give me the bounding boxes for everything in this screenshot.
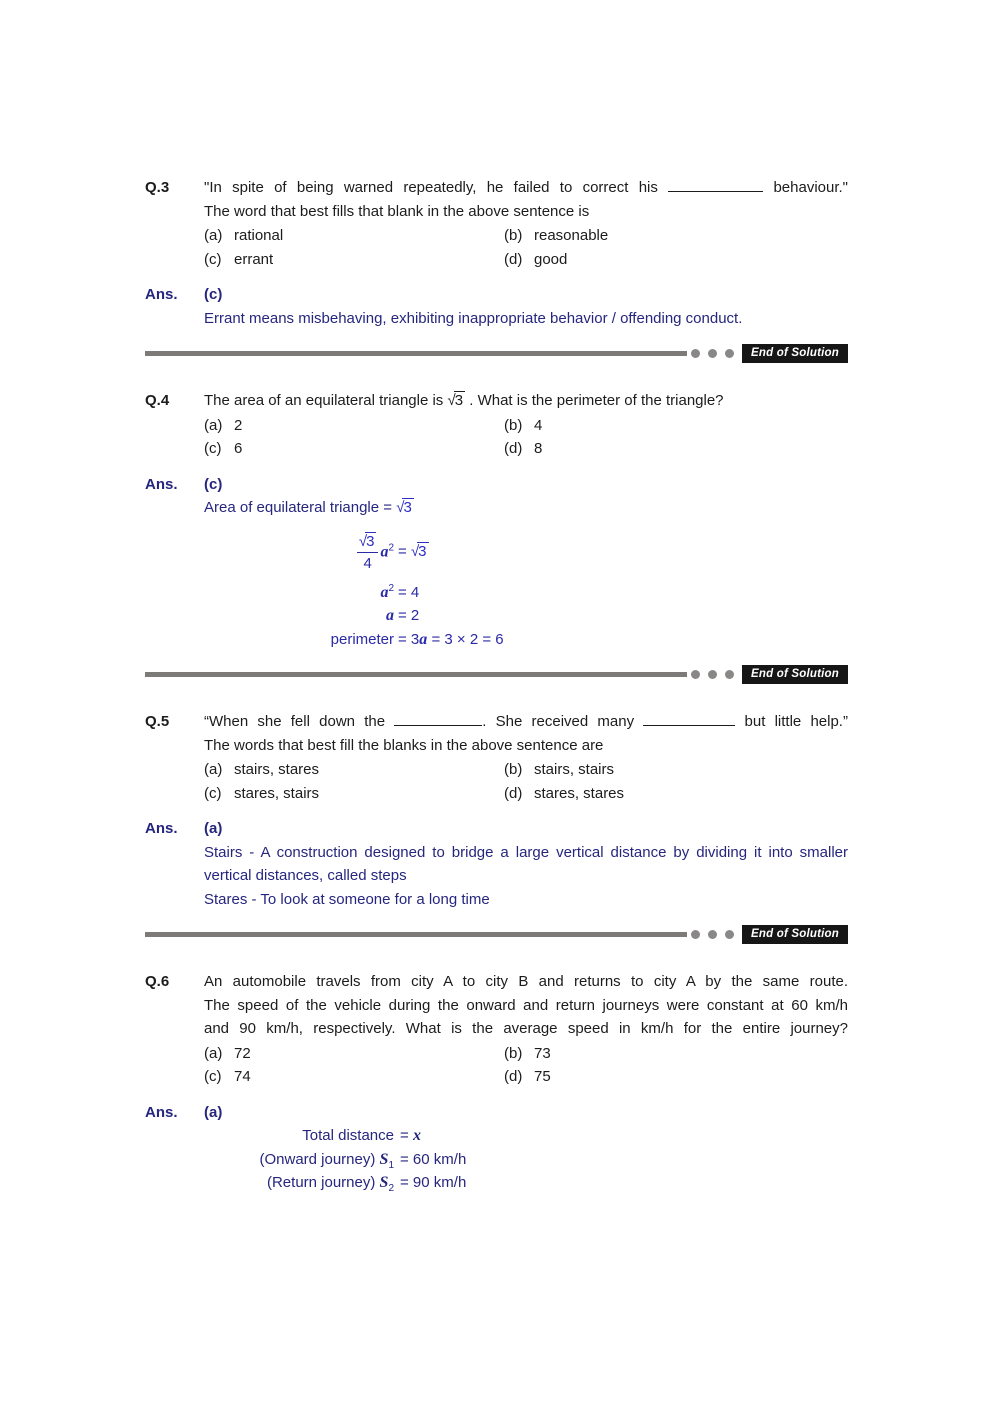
option-label: (a) bbox=[204, 227, 223, 244]
option-text: 2 bbox=[234, 416, 243, 434]
math-var: a bbox=[380, 542, 389, 560]
option-d bbox=[504, 782, 848, 806]
option-text: stares, stares bbox=[534, 784, 625, 802]
end-of-solution-badge: End of Solution bbox=[742, 344, 848, 363]
explanation-text: Stairs - A construction designed to bridge a large vertical distance by dividing it into smaller vertical distances, called steps bbox=[204, 843, 848, 884]
option-b bbox=[504, 758, 848, 782]
option-text: 8 bbox=[534, 440, 543, 457]
option-label: (b) bbox=[504, 416, 523, 434]
options-grid bbox=[204, 1042, 848, 1089]
math-subscript: 2 bbox=[388, 1183, 394, 1194]
option-label: (a) bbox=[204, 761, 223, 778]
question-block-q6 bbox=[145, 970, 848, 1195]
option-text: errant bbox=[234, 250, 274, 268]
solution-equations bbox=[204, 1124, 848, 1195]
sqrt-radicand: 3 bbox=[403, 499, 412, 516]
equation-total-distance: Total distance = x bbox=[302, 1127, 421, 1144]
solution-math bbox=[204, 532, 848, 652]
option-text: stares, stairs bbox=[234, 784, 320, 802]
option-text: 75 bbox=[534, 1068, 551, 1085]
divider-dot bbox=[725, 930, 734, 939]
option-c bbox=[204, 248, 504, 272]
option-a bbox=[204, 224, 504, 248]
question-text bbox=[204, 389, 848, 413]
option-label: (a) bbox=[204, 416, 223, 434]
question-number: Q.4 bbox=[145, 392, 170, 409]
option-d bbox=[504, 1065, 848, 1089]
math-var: a bbox=[419, 630, 428, 648]
divider-line bbox=[145, 672, 687, 677]
options-grid bbox=[204, 758, 848, 805]
question-number: Q.3 bbox=[145, 179, 170, 196]
option-c bbox=[204, 437, 504, 461]
explanation-text: Errant means misbehaving, exhibiting inappropriate behavior / offending conduct. bbox=[204, 309, 743, 327]
question-text bbox=[204, 176, 848, 200]
explanation-text: Stares - To look at someone for a long time bbox=[204, 890, 490, 908]
solution-intro: Area of equilateral triangle = √3 bbox=[204, 499, 412, 516]
question-block-q3 bbox=[145, 176, 848, 363]
option-label: (c) bbox=[204, 1068, 222, 1085]
question-text-pre: The area of an equilateral triangle is bbox=[204, 392, 444, 409]
option-label: (d) bbox=[504, 784, 523, 802]
sqrt-icon: √3 bbox=[358, 532, 375, 550]
option-text: 73 bbox=[534, 1044, 551, 1062]
divider-line bbox=[145, 351, 687, 356]
option-c bbox=[204, 782, 504, 806]
question-text-line2: The word that best fills that blank in the above sentence is bbox=[204, 202, 590, 220]
option-label: (c) bbox=[204, 440, 222, 457]
option-text: 6 bbox=[234, 440, 243, 457]
math-exponent: 2 bbox=[388, 541, 394, 553]
math-var: S bbox=[379, 1174, 389, 1191]
question-text-line2: The speed of the vehicle during the onward and return journeys were constant at 60 km/h bbox=[204, 996, 848, 1014]
divider-dot bbox=[708, 349, 717, 358]
option-text: stairs, stairs bbox=[534, 761, 615, 778]
question-number: Q.6 bbox=[145, 973, 170, 990]
math-equation-1: $\frac{√3}{4}$ $a^2$ = √3 bbox=[358, 532, 427, 572]
option-d bbox=[504, 248, 848, 272]
question-text-line1: An automobile travels from city A to city B and returns to city A by the same route. bbox=[204, 973, 848, 990]
option-label: (a) bbox=[204, 1044, 223, 1062]
ans-label: Ans. bbox=[145, 475, 178, 493]
option-text: rational bbox=[234, 227, 284, 244]
option-b bbox=[504, 414, 848, 438]
sqrt-icon: √3 bbox=[396, 499, 412, 516]
math-var: a bbox=[380, 583, 389, 601]
option-a bbox=[204, 1042, 504, 1066]
fraction-denominator: 4 bbox=[363, 554, 372, 572]
math-var: S bbox=[379, 1150, 389, 1168]
option-label: (c) bbox=[204, 250, 222, 268]
blank-line bbox=[394, 724, 482, 726]
option-label: (b) bbox=[504, 761, 523, 778]
divider-dot bbox=[691, 670, 700, 679]
divider-dot bbox=[708, 670, 717, 679]
equation-return-speed: (Return journey) $S_2$ = 90 km/h bbox=[266, 1174, 467, 1194]
option-text: stairs, stares bbox=[234, 761, 320, 778]
equation-onward-speed: (Onward journey) $S_1$ = 60 km/h bbox=[259, 1150, 467, 1171]
option-text: good bbox=[534, 250, 568, 268]
math-fraction bbox=[357, 532, 379, 573]
math-exponent: 2 bbox=[388, 582, 394, 594]
divider-dot bbox=[725, 349, 734, 358]
math-subscript: 1 bbox=[388, 1159, 394, 1171]
question-text: “When she fell down the . She received many but little help.” bbox=[204, 713, 848, 730]
question-block-q4 bbox=[145, 389, 848, 684]
blank-line bbox=[643, 724, 735, 726]
end-of-solution-divider bbox=[145, 344, 848, 363]
option-a bbox=[204, 414, 504, 438]
math-var: a bbox=[386, 607, 394, 624]
question-number: Q.5 bbox=[145, 713, 170, 730]
ans-label: Ans. bbox=[145, 286, 178, 303]
math-equation-4: perimeter = 3a = 3 × 2 = 6 bbox=[330, 630, 504, 648]
sqrt-icon: √3 bbox=[447, 392, 464, 409]
divider-dot bbox=[691, 349, 700, 358]
end-of-solution-badge: End of Solution bbox=[742, 665, 848, 684]
answer-value: (c) bbox=[204, 286, 223, 303]
option-label: (d) bbox=[504, 250, 523, 268]
divider-dot bbox=[708, 930, 717, 939]
option-text: reasonable bbox=[534, 227, 609, 244]
end-of-solution-badge: End of Solution bbox=[742, 925, 848, 944]
question-text-line3: and 90 km/h, respectively. What is the average speed in km/h for the entire journey? bbox=[204, 1020, 848, 1037]
sqrt-icon: √3 bbox=[410, 543, 427, 561]
options-grid bbox=[204, 414, 848, 461]
option-c bbox=[204, 1065, 504, 1089]
answer-value: (a) bbox=[204, 820, 223, 837]
answer-value: (c) bbox=[204, 475, 223, 493]
divider-dot bbox=[691, 930, 700, 939]
question-text-pre: "In spite of being warned repeatedly, he failed to correct his bbox=[204, 179, 658, 196]
option-text: 74 bbox=[234, 1068, 251, 1085]
option-label: (b) bbox=[504, 1044, 523, 1062]
option-b bbox=[504, 1042, 848, 1066]
question-text-post: behaviour." bbox=[773, 179, 848, 196]
options-grid bbox=[204, 224, 848, 271]
option-label: (c) bbox=[204, 784, 222, 802]
divider-line bbox=[145, 932, 687, 937]
question-block-q5 bbox=[145, 710, 848, 944]
ans-label: Ans. bbox=[145, 1103, 178, 1121]
option-label: (d) bbox=[504, 1068, 523, 1085]
end-of-solution-divider bbox=[145, 925, 848, 944]
math-equation-3: a = 2 bbox=[386, 607, 420, 624]
end-of-solution-divider bbox=[145, 665, 848, 684]
option-text: 72 bbox=[234, 1044, 251, 1062]
question-text-post: . What is the perimeter of the triangle? bbox=[465, 392, 724, 409]
divider-dot bbox=[725, 670, 734, 679]
blank-line bbox=[668, 190, 763, 192]
option-d bbox=[504, 437, 848, 461]
ans-label: Ans. bbox=[145, 820, 178, 837]
answer-value: (a) bbox=[204, 1103, 223, 1121]
option-label: (b) bbox=[504, 227, 523, 244]
option-label: (d) bbox=[504, 440, 523, 457]
question-text-line2: The words that best fill the blanks in the above sentence are bbox=[204, 736, 604, 754]
option-a bbox=[204, 758, 504, 782]
option-b bbox=[504, 224, 848, 248]
sqrt-radicand: 3 bbox=[454, 392, 464, 409]
option-text: 4 bbox=[534, 416, 543, 434]
math-equation-2: $a^2$ = 4 bbox=[380, 582, 420, 601]
math-var: x bbox=[412, 1127, 421, 1144]
